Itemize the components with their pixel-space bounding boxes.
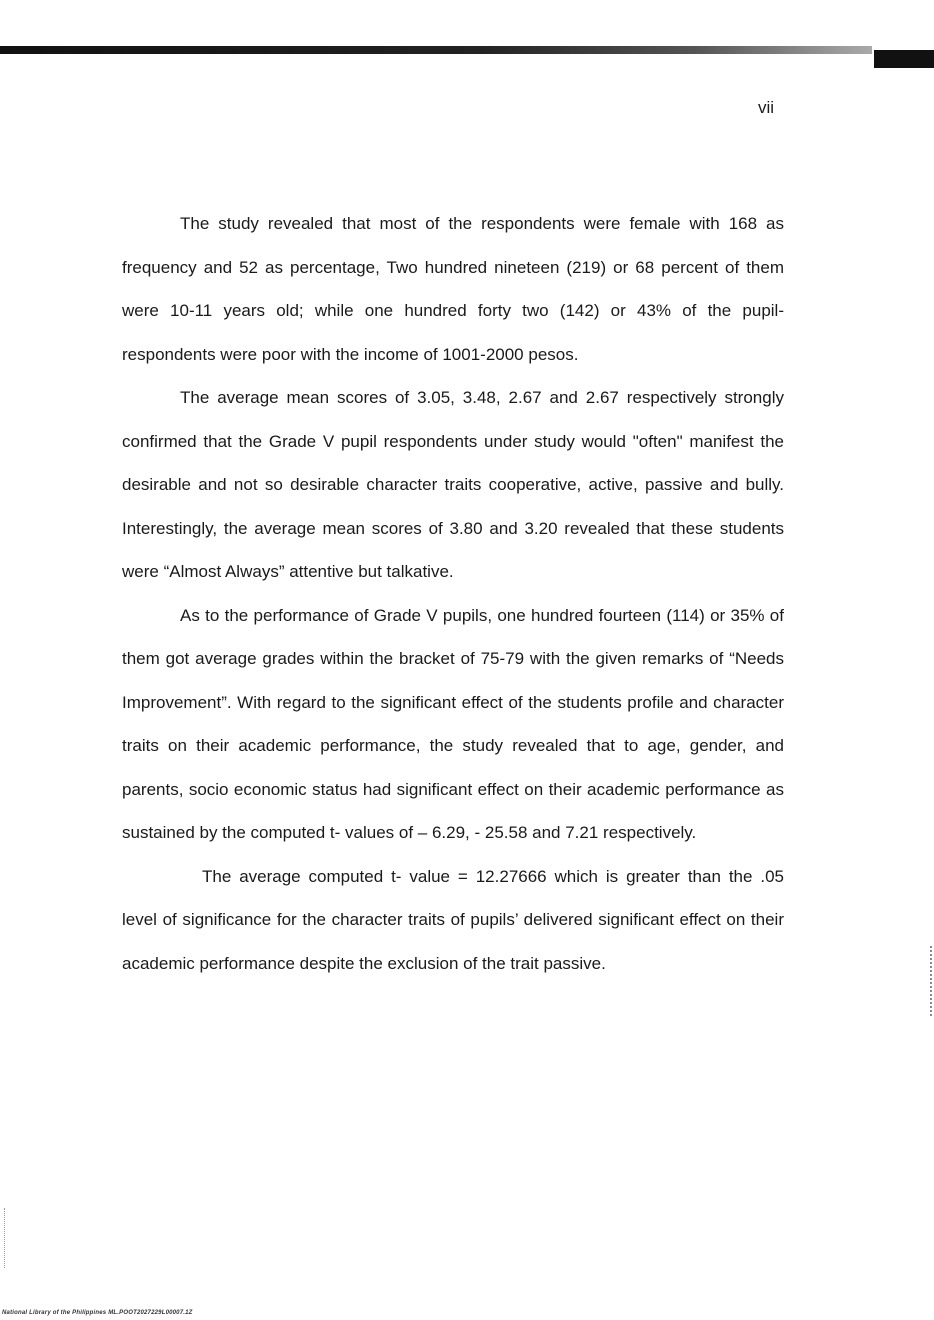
paragraph-performance: As to the performance of Grade V pupils, one hundred fourteen (114) or 35% of them got average grades within the bracket of 75-79 with the given remarks of “Needs Improvement”. With regard to the significant effect of the students profile and character traits on their academic performance, the study revealed that to age, gender, and parents, socio economic status had significant effect on their academic performance as sustained by the computed t- values of – 6.29, - 25.58 and 7.21 respectively. <box>122 605 784 842</box>
scan-margin-mark-left <box>4 1208 7 1268</box>
paragraph-t-value: The average computed t- value = 12.27666 which is greater than the .05 level of significance for the character traits of pupils’ delivered significant effect on their academic performance despite the exclusion of the trait passive. <box>122 866 784 973</box>
document-body <box>122 202 784 985</box>
page-number: vii <box>758 98 775 117</box>
library-footer: National Library of the Philippines ML.POOT2027229L00007.1Z <box>2 1310 193 1316</box>
scan-edge-bar <box>0 46 872 54</box>
paragraph-character-traits: The average mean scores of 3.05, 3.48, 2.67 and 2.67 respectively strongly confirmed that the Grade V pupil respondents under study would "often" manifest the desirable and not so desirable character traits cooperative, active, passive and bully. Interestingly, the average mean scores of 3.80 and 3.20 revealed that these students were “Almost Always” attentive but talkative. <box>122 388 784 581</box>
paragraph-respondent-profile: The study revealed that most of the respondents were female with 168 as frequency and 52 as percentage, Two hundred nineteen (219) or 68 percent of them were 10-11 years old; while one hundred forty two (142) or 43% of the pupil-respondents were poor with the income of 1001-2000 pesos. <box>122 214 784 364</box>
scan-edge-block <box>874 50 934 68</box>
scan-margin-mark <box>930 946 934 1016</box>
